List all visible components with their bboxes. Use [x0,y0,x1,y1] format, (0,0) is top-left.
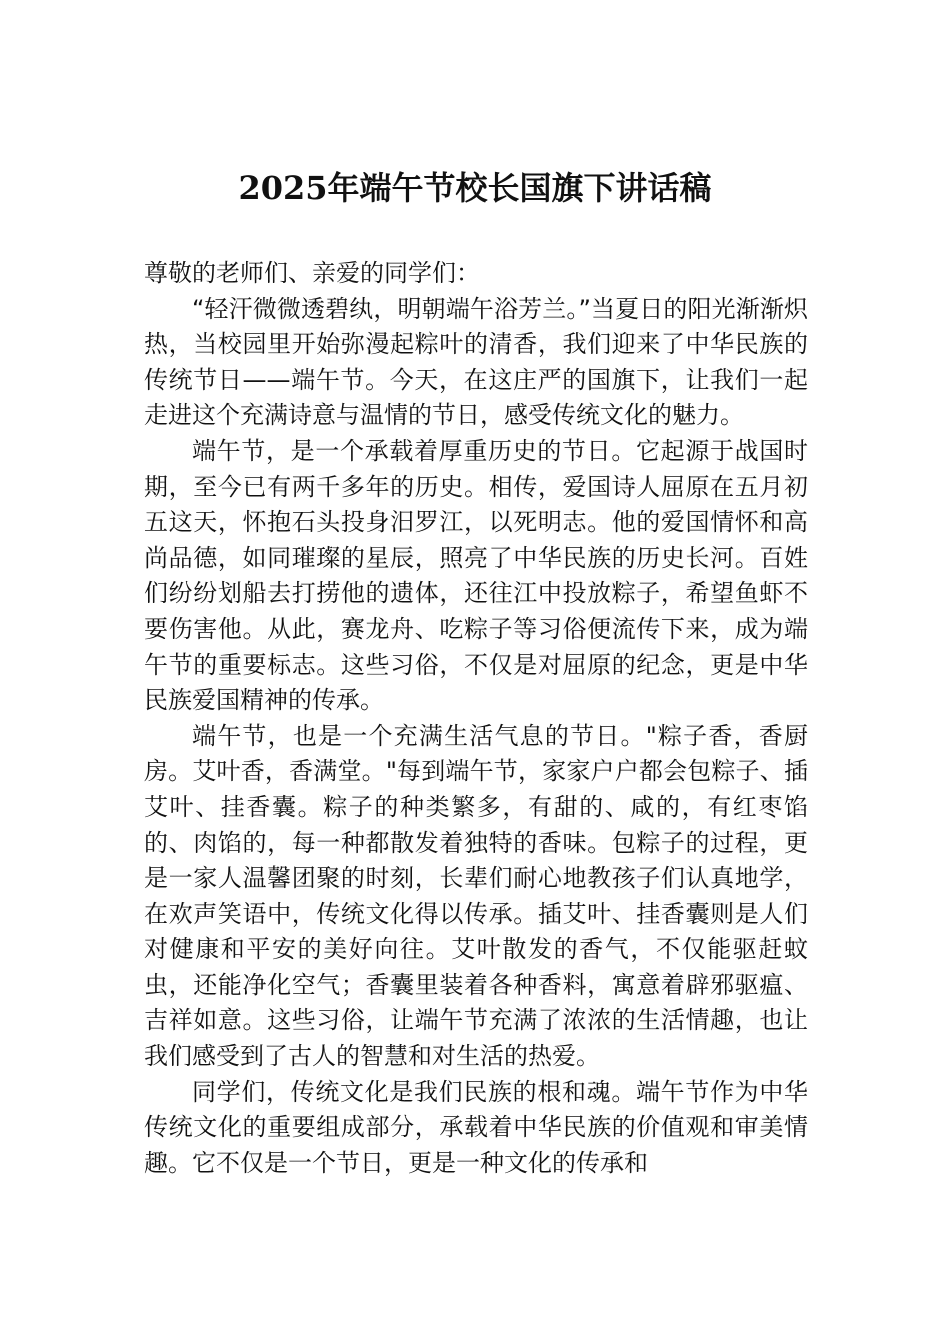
document-title: 2025年端午节校长国旗下讲话稿 [238,169,712,207]
paragraph-4: 同学们，传统文化是我们民族的根和魂。端午节作为中华传统文化的重要组成部分，承载着中华民族的价值观和审美情趣。它不仅是一个节日，更是一种文化的传承和 [144,1077,808,1177]
paragraph-2: 端午节，是一个承载着厚重历史的节日。它起源于战国时期，至今已有两千多年的历史。相传，爱国诗人屈原在五月初五这天，怀抱石头投身汨罗江，以死明志。他的爱国情怀和高尚品德，如同璀璨的星辰，照亮了中华民族的历史长河。百姓们纷纷划船去打捞他的遗体，还往江中投放粽子，希望鱼虾不要伤害他。从此，赛龙舟、吃粽子等习俗便流传下来，成为端午节的重要标志。这些习俗，不仅是对屈原的纪念，更是中华民族爱国精神的传承。 [144,436,808,715]
paragraph-1: “轻汗微微透碧纨，明朝端午浴芳兰。”当夏日的阳光渐渐炽热，当校园里开始弥漫起粽叶的清香，我们迎来了中华民族的传统节日——端午节。今天，在这庄严的国旗下，让我们一起走进这个充满诗意与温情的节日，感受传统文化的魅力。 [144,294,808,430]
paragraph-3: 端午节，也是一个充满生活气息的节日。"粽子香，香厨房。艾叶香，香满堂。"每到端午节，家家户户都会包粽子、插艾叶、挂香囊。粽子的种类繁多，有甜的、咸的，有红枣馅的、肉馅的，每一种都散发着独特的香味。包粽子的过程，更是一家人温馨团聚的时刻，长辈们耐心地教孩子们认真地学，在欢声笑语中，传统文化得以传承。插艾叶、挂香囊则是人们对健康和平安的美好向往。艾叶散发的香气，不仅能驱赶蚊虫，还能净化空气；香囊里装着各种香料，寓意着辟邪驱瘟、吉祥如意。这些习俗，让端午节充满了浓浓的生活情趣，也让我们感受到了古人的智慧和对生活的热爱。 [144,721,808,1071]
document-body [144,256,808,1181]
salutation: 尊敬的老师们、亲爱的同学们： [144,259,480,287]
